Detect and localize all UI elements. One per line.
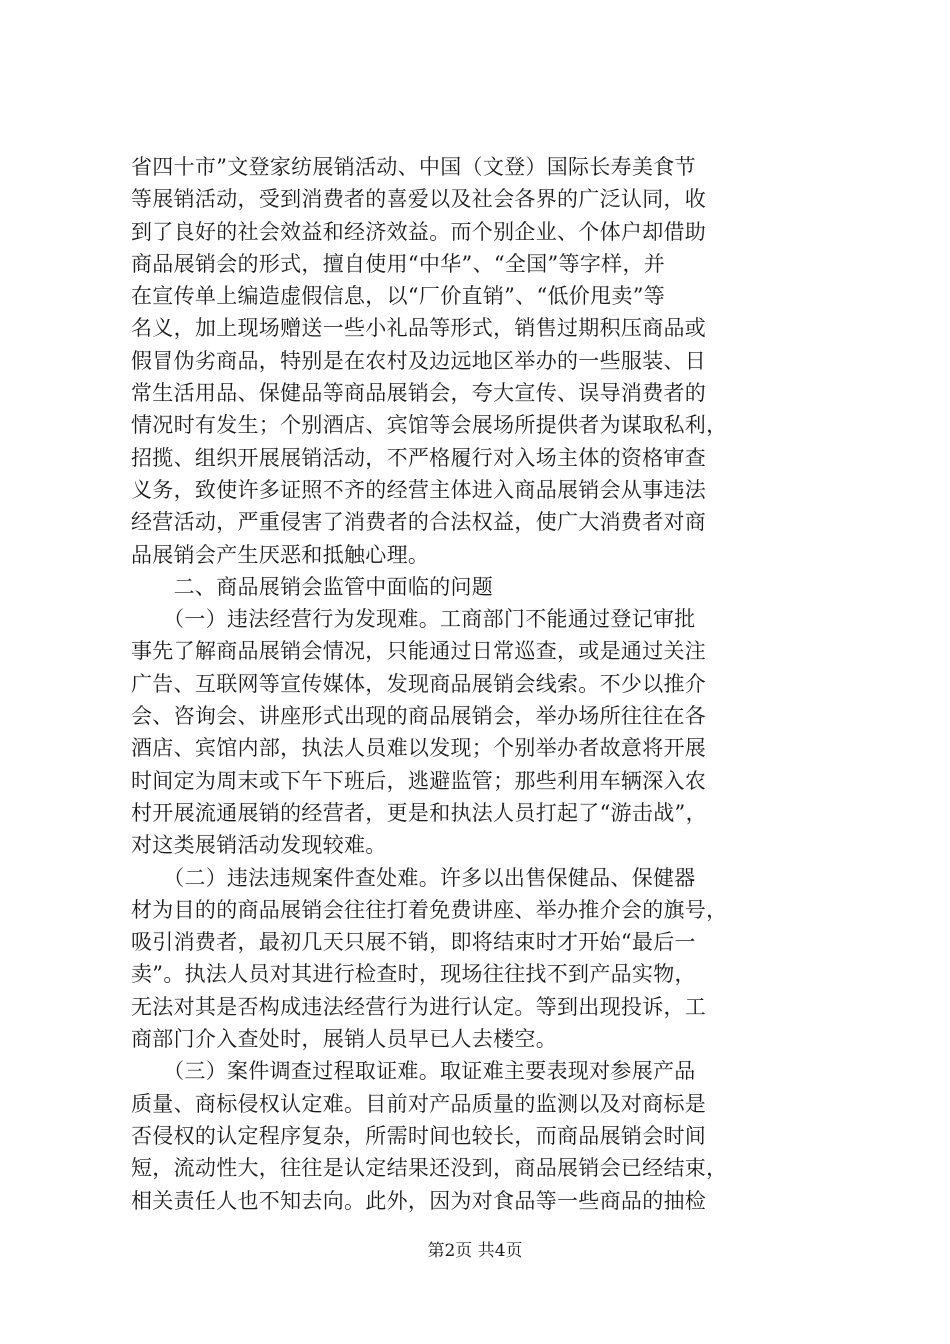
text-line: 否侵权的认定程序复杂，所需时间也较长，而商品展销会时间 xyxy=(131,1123,707,1148)
text-line: 材为目的的商品展销会往往打着免费讲座、举办推介会的旗号， xyxy=(131,897,728,922)
text-line: 假冒伪劣商品，特别是在农村及边远地区举办的一些服装、日 xyxy=(131,348,707,373)
text-line: 会、咨询会、讲座形式出现的商品展销会，举办场所往往在各 xyxy=(131,704,707,729)
text-line: 商部门介入查处时，展销人员早已人去楼空。 xyxy=(131,1027,557,1052)
text-line: 省四十市”文登家纺展销活动、中国（文登）国际长寿美食节 xyxy=(131,155,696,179)
text-line: 义务，致使许多证照不齐的经营主体进入商品展销会从事违法 xyxy=(131,477,707,502)
text-line: 广告、互联网等宣传媒体，发现商品展销会线索。不少以推介 xyxy=(131,671,707,696)
text-line: 无法对其是否构成违法经营行为进行认定。等到出现投诉，工 xyxy=(131,994,707,1019)
text-line: 卖”。执法人员对其进行检查时，现场往往找不到产品实物， xyxy=(131,962,696,987)
text-line: 品展销会产生厌恶和抵触心理。 xyxy=(131,542,430,567)
text-line: 相关责任人也不知去向。此外，因为对食品等一些商品的抽检 xyxy=(131,1188,707,1213)
body-text xyxy=(131,151,831,1217)
text-line: 质量、商标侵权认定难。目前对产品质量的监测以及对商标是 xyxy=(131,1091,707,1116)
text-line: 招揽、组织开展展销活动，不严格履行对入场主体的资格审查 xyxy=(131,445,707,470)
text-line: 时间定为周末或下午下班后，逃避监管；那些利用车辆深入农 xyxy=(131,768,707,793)
text-line: 村开展流通展销的经营者，更是和执法人员打起了“游击战”， xyxy=(131,800,707,825)
page-number-footer: 第2页 共4页 xyxy=(427,1241,523,1261)
text-line: 等展销活动，受到消费者的喜爱以及社会各界的广泛认同，收 xyxy=(131,187,707,212)
section-heading: 二、商品展销会监管中面临的问题 xyxy=(131,574,494,599)
text-line: （二）违法违规案件查处难。许多以出售保健品、保健器 xyxy=(131,865,696,890)
text-line: 短，流动性大，往往是认定结果还没到，商品展销会已经结束， xyxy=(131,1156,728,1181)
text-line: 酒店、宾馆内部，执法人员难以发现；个别举办者故意将开展 xyxy=(131,736,707,761)
text-line: 到了良好的社会效益和经济效益。而个别企业、个体户却借助 xyxy=(131,219,707,244)
text-line: 在宣传单上编造虚假信息，以“厂价直销”、“低价甩卖”等 xyxy=(131,284,666,309)
text-line: 情况时有发生；个别酒店、宾馆等会展场所提供者为谋取私利， xyxy=(131,413,728,438)
text-line: 对这类展销活动发现较难。 xyxy=(131,833,387,858)
text-line: 吸引消费者，最初几天只展不销，即将结束时才开始“最后一 xyxy=(131,930,696,955)
text-line: （三）案件调查过程取证难。取证难主要表现对参展产品 xyxy=(131,1059,696,1084)
text-line: 事先了解商品展销会情况，只能通过日常巡查，或是通过关注 xyxy=(131,639,707,664)
text-line: 常生活用品、保健品等商品展销会，夸大宣传、误导消费者的 xyxy=(131,381,707,406)
text-line: （一）违法经营行为发现难。工商部门不能通过登记审批 xyxy=(131,607,696,632)
text-line: 名义，加上现场赠送一些小礼品等形式，销售过期积压商品或 xyxy=(131,316,707,341)
text-line: 经营活动，严重侵害了消费者的合法权益，使广大消费者对商 xyxy=(131,510,707,535)
text-line: 商品展销会的形式，擅自使用“中华”、“全国”等字样，并 xyxy=(131,251,666,276)
